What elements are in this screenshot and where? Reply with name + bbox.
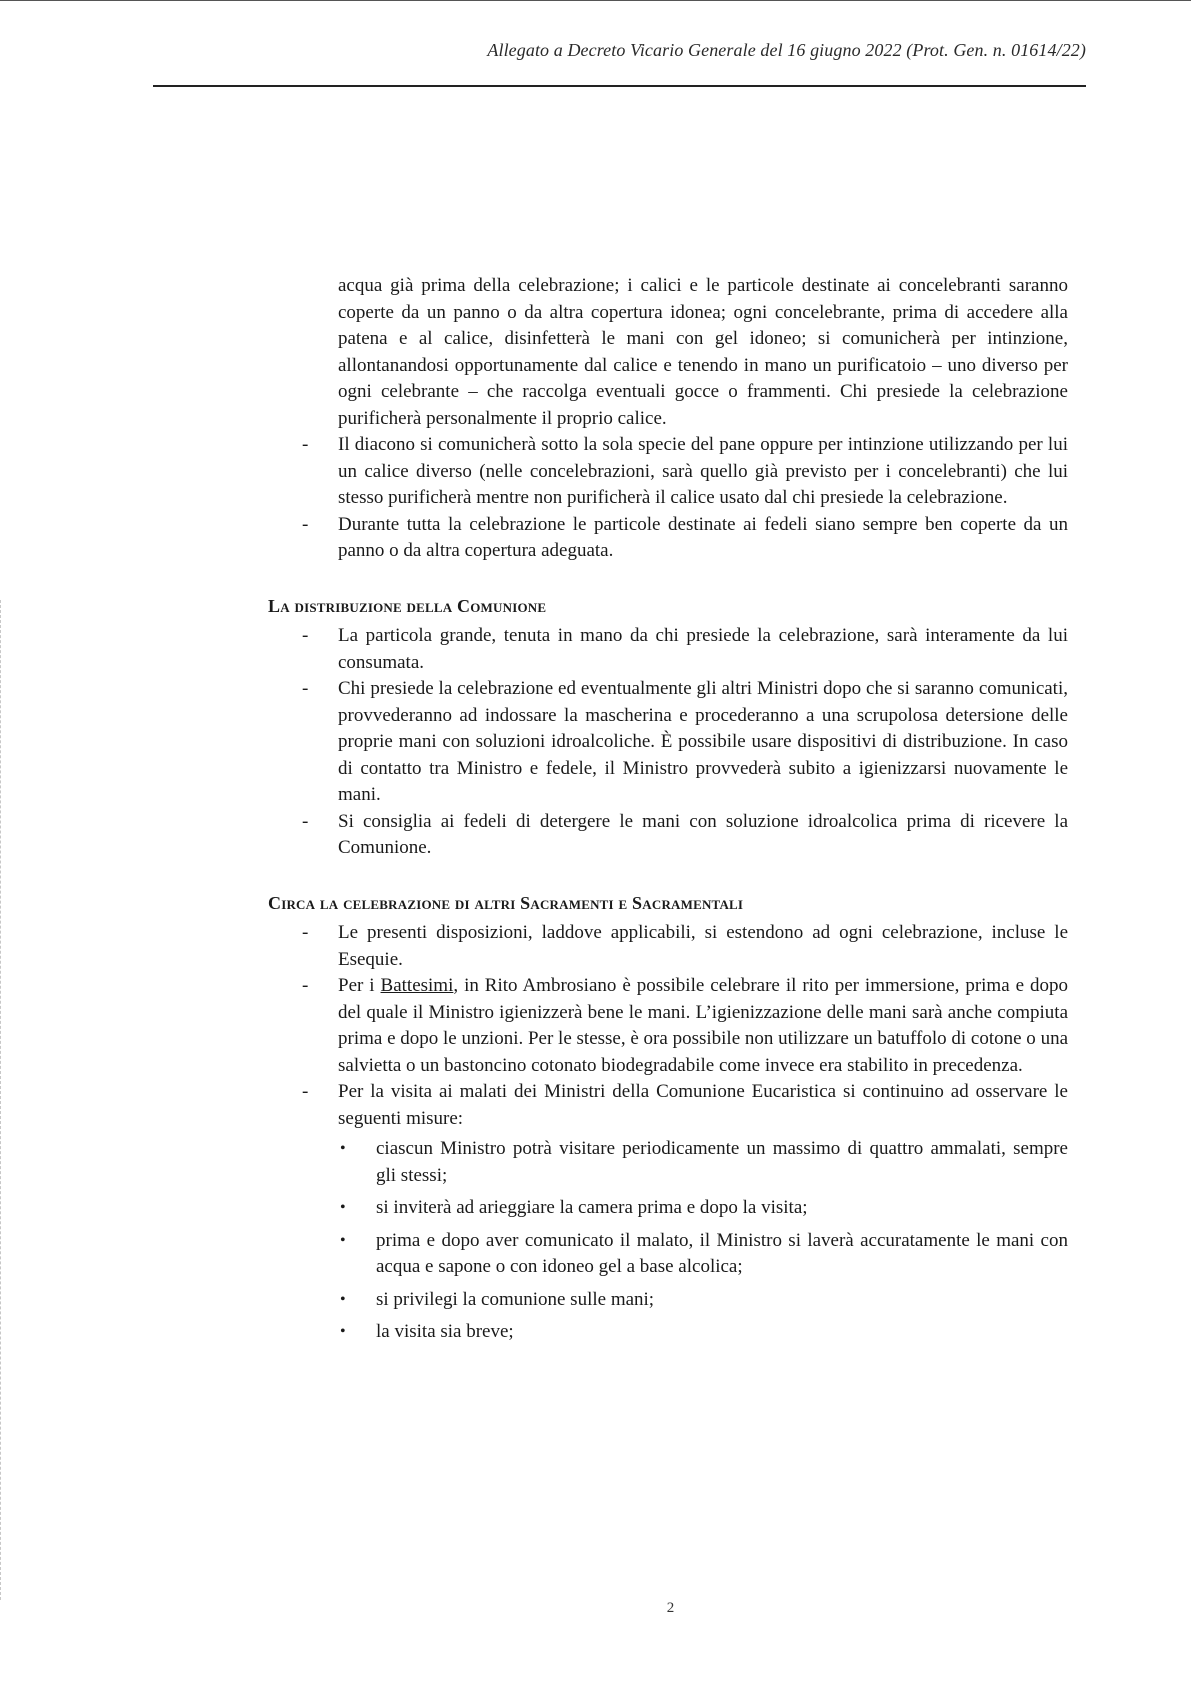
bullet-marker: •	[340, 1199, 346, 1216]
bullet-marker: •	[340, 1323, 346, 1340]
list-item-text: La particola grande, tenuta in mano da chi presiede la celebrazione, sarà interamente da lui consumata.	[338, 625, 1068, 673]
list-item	[268, 1079, 1068, 1132]
document-body	[268, 273, 1068, 1352]
dash-marker: -	[302, 975, 309, 996]
intro-dash-list	[268, 432, 1068, 565]
list-item-text: Chi presiede la celebrazione ed eventualmente gli altri Ministri dopo che si saranno comunicati, provvederanno ad indossare la mascherina e procederanno a una scrupolosa detersione delle proprie mani con soluzioni idroalcoliche. È possibile usare dispositivi di distribuzione. In caso di contatto tra Ministro e fedele, il Ministro provvederà subito a igienizzarsi nuovamente le mani.	[338, 678, 1068, 805]
list-item	[268, 676, 1068, 809]
dash-marker: -	[302, 1081, 309, 1102]
bullet-item-text: ciascun Ministro potrà visitare periodicamente un massimo di quattro ammalati, sempre gli stessi;	[376, 1138, 1068, 1186]
dash-marker: -	[302, 513, 309, 535]
bullet-item	[268, 1228, 1068, 1281]
bullet-marker: •	[340, 1140, 346, 1157]
list-item-text: Per la visita ai malati dei Ministri della Comunione Eucaristica si continuino ad osservare le seguenti misure:	[338, 1081, 1068, 1129]
dash-marker: -	[302, 678, 309, 699]
sacramenti-dash-list	[268, 920, 1068, 1132]
bullet-item	[268, 1195, 1068, 1222]
list-item-text: Le presenti disposizioni, laddove applicabili, si estendono ad ogni celebrazione, incluse le Esequie.	[338, 922, 1068, 970]
bullet-marker: •	[340, 1290, 346, 1308]
list-item-text-prefix: Per i	[338, 975, 381, 996]
list-item-text: Durante tutta la celebrazione le particole destinate ai fedeli siano sempre ben coperte da un panno o da altra copertura adeguata.	[338, 513, 1068, 561]
dash-marker: -	[302, 434, 309, 455]
list-item-text: Il diacono si comunicherà sotto la sola specie del pane oppure per intinzione utilizzando per lui un calice diverso (nelle concelebrazioni, sarà quello già previsto per i concelebranti) che lui stesso purificherà mentre non purificherà il calice usato dal chi presiede la celebrazione.	[338, 434, 1068, 508]
bullet-item-text: si inviterà ad arieggiare la camera prima e dopo la visita;	[376, 1197, 808, 1218]
dash-marker: -	[302, 810, 309, 832]
intro-paragraph: acqua già prima della celebrazione; i calici e le particole destinate ai concelebranti saranno coperte da un panno o da altra copertura idonea; ogni concelebrante, prima di accedere alla patena e al calice, disinfetterà le mani con gel idoneo; si comunicherà per intinzione, allontanandosi opportunamente dal calice e tenendo in mano un purificatoio – uno diverso per ogni celebrante – che raccolga eventuali gocce o frammenti. Chi presiede la celebrazione purificherà personalmente il proprio calice.	[338, 275, 1068, 429]
document-header-caption: Allegato a Decreto Vicario Generale del 16 giugno 2022 (Prot. Gen. n. 01614/22)	[487, 40, 1086, 60]
list-item-text: Si consiglia ai fedeli di detergere le mani con soluzione idroalcolica prima di ricevere la Comunione.	[338, 810, 1068, 858]
bullet-item	[268, 1287, 1068, 1314]
list-item	[268, 809, 1068, 862]
list-item	[268, 512, 1068, 565]
dash-marker: -	[302, 922, 309, 943]
top-border-line	[0, 0, 1191, 1]
dash-marker: -	[302, 625, 309, 646]
bullet-marker: •	[340, 1231, 346, 1249]
list-item	[268, 920, 1068, 973]
scan-margin-marks	[0, 600, 4, 1600]
bullet-item	[268, 1319, 1068, 1346]
list-item	[268, 432, 1068, 512]
section-heading-sacramenti: Circa la celebrazione di altri Sacramenti e Sacramentali	[268, 892, 744, 913]
bullet-item	[268, 1136, 1068, 1189]
header-rule	[153, 85, 1086, 87]
list-item	[268, 623, 1068, 676]
bullet-item-text: si privilegi la comunione sulle mani;	[376, 1288, 655, 1310]
section-heading-distribuzione: La distribuzione della Comunione	[268, 595, 547, 616]
page-number: 2	[666, 1600, 675, 1616]
distribuzione-dash-list	[268, 623, 1068, 862]
battesimi-underlined-term: Battesimi	[380, 975, 454, 996]
list-item	[268, 973, 1068, 1079]
list-item-text-suffix: , in Rito Ambrosiano è possibile celebrare il rito per immersione, prima e dopo del quale il Ministro igienizzerà bene le mani. L’igienizzazione delle mani sarà anche compiuta prima e dopo le unzioni. Per le stesse, è ora possibile non utilizzare un batuffolo di cotone o una salvietta o un bastoncino cotonato biodegradabile come invece era stabilito in precedenza.	[338, 975, 1068, 1076]
visita-malati-bullet-list	[268, 1136, 1068, 1346]
bullet-item-text: prima e dopo aver comunicato il malato, il Ministro si laverà accuratamente le mani con acqua e sapone o con idoneo gel a base alcolica;	[376, 1229, 1068, 1277]
bullet-item-text: la visita sia breve;	[376, 1321, 514, 1342]
